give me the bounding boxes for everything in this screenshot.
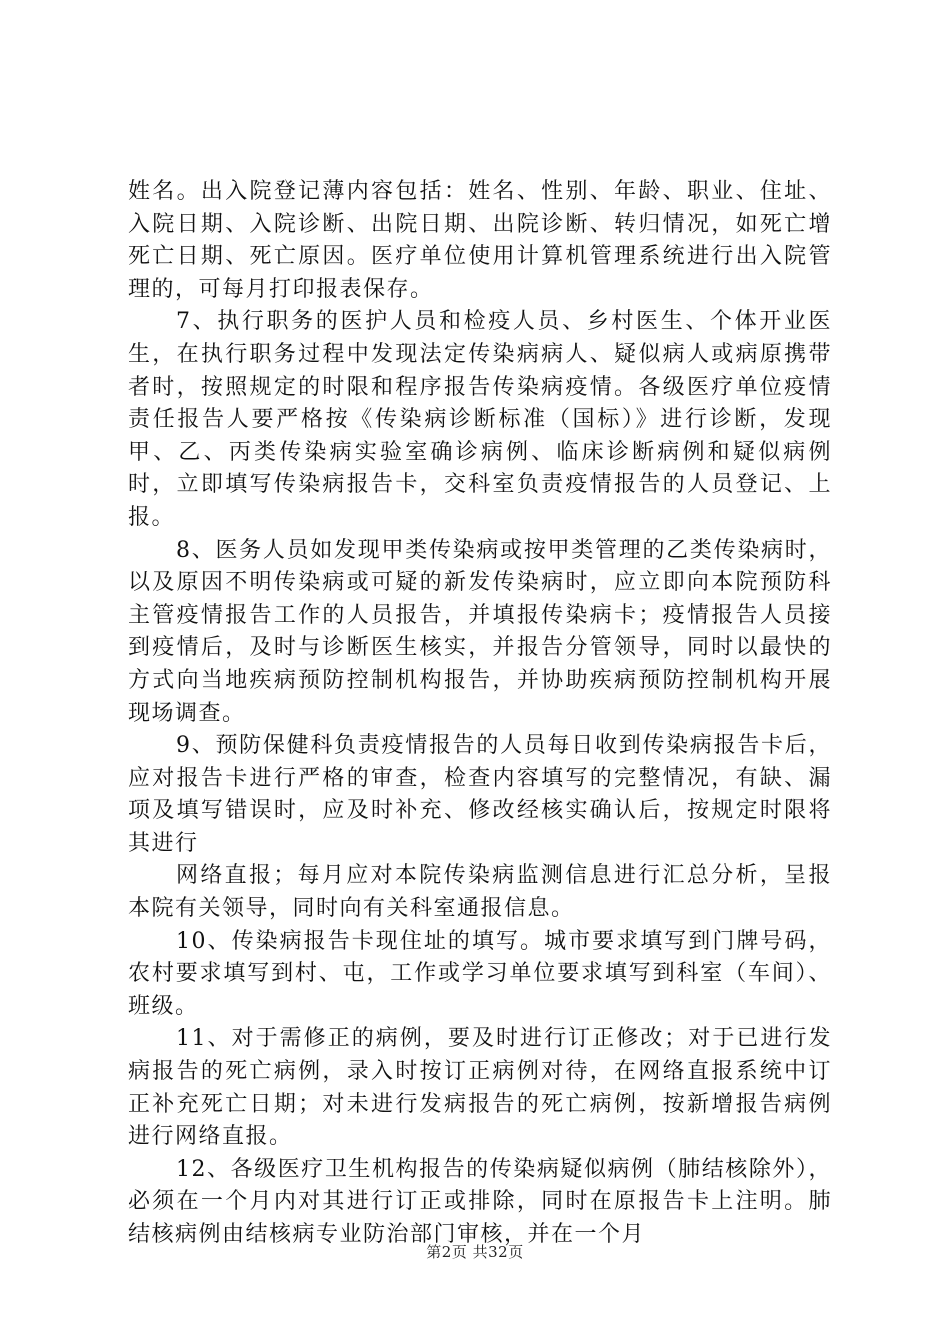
paragraph-item-9: 9、预防保健科负责疫情报告的人员每日收到传染病报告卡后，应对报告卡进行严格的审查，检查内容填写的完整情况，有缺、漏项及填写错误时，应及时补充、修改经核实确认后，按规定时限将其进行 [128,733,832,856]
paragraph-item-12: 12、各级医疗卫生机构报告的传染病疑似病例（肺结核除外），必须在一个月内对其进行订正或排除，同时在原报告卡上注明。肺结核病例由结核病专业防治部门审核，并在一个月 [128,1156,832,1247]
paragraph-item-8: 8、医务人员如发现甲类传染病或按甲类管理的乙类传染病时，以及原因不明传染病或可疑的新发传染病时，应立即向本院预防科主管疫情报告工作的人员报告，并填报传染病卡；疫情报告人员接到疫情后，及时与诊断医生核实，并报告分管领导，同时以最快的方式向当地疾病预防控制机构报告，并协助疾病预防控制机构开展现场调查。 [128,537,832,726]
page-footer: 第2页 共32页 [426,1243,524,1261]
paragraph-item-9-continued: 网络直报；每月应对本院传染病监测信息进行汇总分析，呈报本院有关领导，同时向有关科室通报信息。 [128,863,832,922]
paragraph-item-11: 11、对于需修正的病例，要及时进行订正修改；对于已进行发病报告的死亡病例，录入时按订正病例对待，在网络直报系统中订正补充死亡日期；对未进行发病报告的死亡病例，按新增报告病例进行网络直报。 [128,1026,832,1150]
paragraph-continuation: 姓名。出入院登记薄内容包括：姓名、性别、年龄、职业、住址、入院日期、入院诊断、出院日期、出院诊断、转归情况，如死亡增死亡日期、死亡原因。医疗单位使用计算机管理系统进行出入院管理的，可每月打印报表保存。 [128,179,832,302]
paragraph-item-7: 7、执行职务的医护人员和检疫人员、乡村医生、个体开业医生，在执行职务过程中发现法定传染病病人、疑似病人或病原携带者时，按照规定的时限和程序报告传染病疫情。各级医疗单位疫情责任报告人要严格按《传染病诊断标准（国标）》进行诊断，发现甲、乙、丙类传染病实验室确诊病例、临床诊断病例和疑似病例时，立即填写传染病报告卡，交科室负责疫情报告的人员登记、上报。 [128,309,832,530]
document-body [128,176,832,1252]
paragraph-item-10: 10、传染病报告卡现住址的填写。城市要求填写到门牌号码，农村要求填写到村、屯，工作或学习单位要求填写到科室（车间）、班级。 [128,928,832,1019]
